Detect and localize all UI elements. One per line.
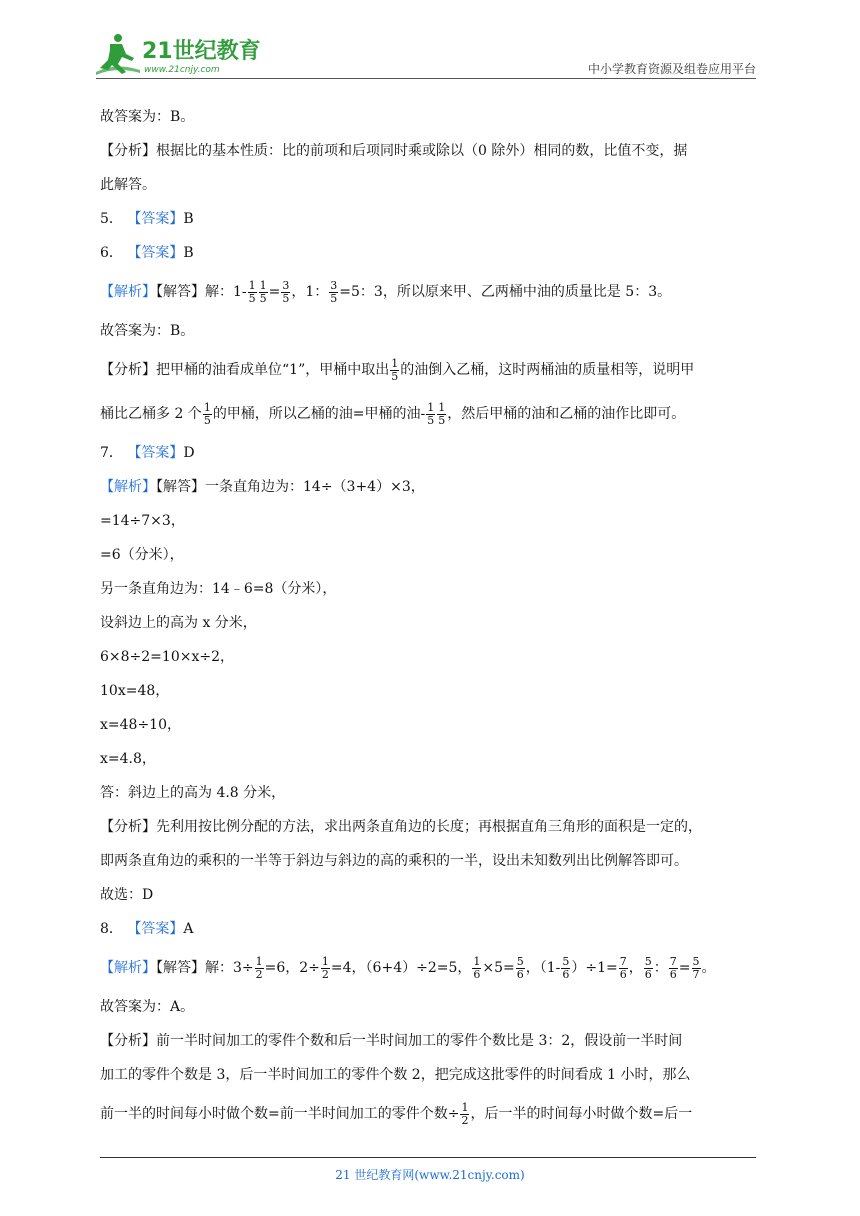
line-27: 【分析】前一半时间加工的零件个数和后一半时间加工的零件个数比是 3：2，假设前一半时间 [100, 1033, 683, 1049]
line-3: 此解答。 [100, 177, 156, 193]
fraction: $\frac{5}{6}$ [516, 954, 524, 981]
analysis-6-b: 桶比乙桶多 2 个 $\frac{1}{5}$ 的甲桶，所以乙桶的油=甲桶的油- $\frac{1}{5}$ $\frac{1}{5}$ ，然后甲桶的油和乙桶的油作比即可。 [100, 400, 686, 427]
footer-divider [100, 1157, 756, 1158]
line-16: 6×8÷2=10×x÷2， [100, 649, 234, 665]
line-17: 10x=48， [100, 683, 170, 699]
fraction: $\frac{1}{5}$ [438, 400, 446, 427]
document-body [100, 100, 760, 1136]
answer-6: 6． 【答案】B [100, 245, 194, 261]
solution-7: 【解析】【解答】一条直角边为：14÷（3+4）×3， [100, 479, 425, 495]
line-28: 加工的零件个数是 3，后一半时间加工的零件个数 2，把完成这批零件的时间看成 1 小时，那么 [100, 1067, 691, 1083]
fraction: $\frac{1}{5}$ [427, 400, 435, 427]
page-footer: 21 世纪教育网(www.21cnjy.com) [335, 1168, 525, 1182]
fraction: $\frac{1}{5}$ [259, 278, 267, 305]
fraction: $\frac{7}{6}$ [619, 954, 627, 981]
fraction: $\frac{1}{2}$ [255, 954, 263, 981]
line-23: 故选：D [100, 887, 154, 903]
fraction: $\frac{5}{7}$ [692, 954, 700, 981]
line-14: 另一条直角边为：14﹣6=8（分米）， [100, 581, 337, 597]
fraction: $\frac{1}{5}$ [248, 278, 256, 305]
answer-8: 8． 【答案】A [100, 921, 194, 937]
line-22: 即两条直角边的乘积的一半等于斜边与斜边的高的乘积的一半，设出未知数列出比例解答即可。 [100, 853, 688, 869]
line-29: 前一半的时间每小时做个数=前一半时间加工的零件个数÷ $\frac{1}{2}$ ，后一半的时间每小时做个数=后一 [100, 1100, 693, 1127]
fraction: $\frac{7}{6}$ [669, 954, 677, 981]
line-13: =6（分米）， [100, 547, 184, 563]
answer-5: 5． 【答案】B [100, 211, 194, 227]
answer-7: 7． 【答案】D [100, 445, 195, 461]
fraction: $\frac{1}{6}$ [473, 954, 481, 981]
line-15: 设斜边上的高为 x 分米， [100, 615, 257, 631]
line-18: x=48÷10， [100, 717, 181, 733]
line-26: 故答案为：A。 [100, 999, 195, 1015]
line-19: x=4.8， [100, 751, 156, 767]
platform-name: 中小学教育资源及组卷应用平台 [587, 62, 756, 76]
line-7: 故答案为：B。 [100, 323, 195, 339]
line-2: 【分析】根据比的基本性质：比的前项和后项同时乘或除以（0 除外）相同的数，比值不变，据 [100, 143, 688, 159]
line-20: 答：斜边上的高为 4.8 分米， [100, 785, 286, 801]
fraction: $\frac{1}{5}$ [391, 356, 399, 383]
fraction: $\frac{5}{6}$ [562, 954, 570, 981]
fraction: $\frac{5}{6}$ [644, 954, 652, 981]
fraction: $\frac{1}{5}$ [203, 400, 211, 427]
solution-8: 【解析】【解答】解：3÷ $\frac{1}{2}$ =6，2÷ $\frac{1}{2}$ =4，（6+4）÷2=5， $\frac{1}{6}$ ×5= $\frac{5}{6}$ ，（1- $\frac{5}{6}$ ）÷1= $\frac{7}{6}$ ， $\frac{5}{6}$ ： $\frac{7}{6}$ = $\frac{5}{7}$ 。 [100, 954, 716, 981]
line-1: 故答案为：B。 [100, 109, 195, 125]
fraction: $\frac{1}{2}$ [461, 1100, 469, 1127]
line-12: =14÷7×3， [100, 513, 185, 529]
fraction: $\frac{1}{2}$ [321, 954, 329, 981]
fraction: $\frac{3}{5}$ [330, 278, 338, 305]
svg-text:www.21cnjy.com: www.21cnjy.com [144, 65, 220, 75]
solution-6: 【解析】【解答】解：1- $\frac{1}{5}$ $\frac{1}{5}$ = $\frac{3}{5}$ ，1： $\frac{3}{5}$ =5：3，所以原来甲、乙两桶中油的质量比是 5：3。 [100, 278, 672, 305]
header-divider [96, 78, 756, 79]
page-header [96, 28, 756, 78]
site-logo [96, 32, 266, 76]
fraction: $\frac{3}{5}$ [282, 278, 290, 305]
analysis-6-a: 【分析】把甲桶的油看成单位“1”，甲桶中取出 $\frac{1}{5}$ 的油倒入乙桶，这时两桶油的质量相等，说明甲 [100, 356, 695, 383]
svg-text:21世纪教育: 21世纪教育 [142, 39, 261, 64]
line-21: 【分析】先利用按比例分配的方法，求出两条直角边的长度；再根据直角三角形的面积是一定的， [100, 819, 702, 835]
